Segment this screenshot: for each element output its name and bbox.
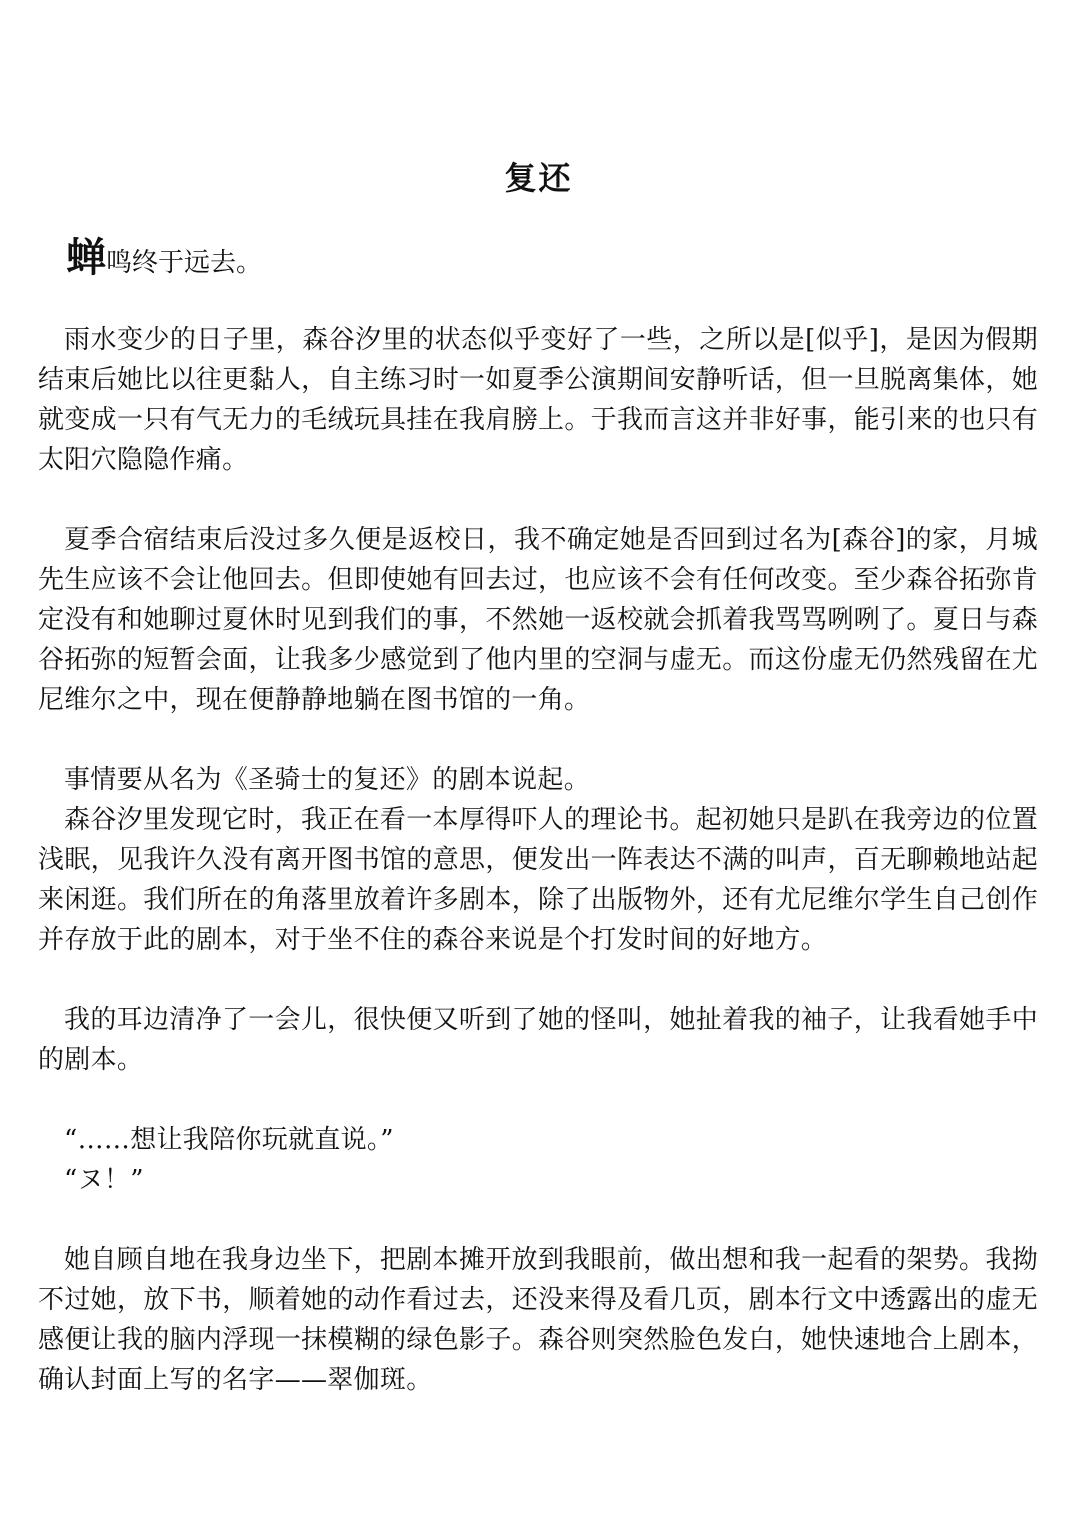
dialogue-line: “ヌ！” (64, 1165, 144, 1195)
paragraph-gap (38, 1080, 1038, 1120)
paragraph: 我的耳边清净了一会儿，很快便又听到了她的怪叫，她扯着我的袖子，让我看她手中的剧本。 (38, 1005, 1038, 1075)
paragraph: 夏季合宿结束后没过多久便是返校日，我不确定她是否回到过名为[森谷]的家，月城先生应该不会让他回去。但即使她有回去过，也应该不会有任何改变。至少森谷拓弥肯定没有和她聊过夏休时见到我们的事，不然她一返校就会抓着我骂骂咧咧了。夏日与森谷拓弥的短暂会面，让我多少感觉到了他内里的空洞与虚无。而这份虚无仍然残留在尤尼维尔之中，现在便静静地躺在图书馆的一角。 (38, 525, 1038, 715)
paragraph: 她自顾自地在我身边坐下，把剧本摊开放到我眼前，做出想和我一起看的架势。我拗不过她，放下书，顺着她的动作看过去，还没来得及看几页，剧本行文中透露出的虚无感便让我的脑内浮现一抹模糊的绿色影子。森谷则突然脸色发白，她快速地合上剧本，确认封面上写的名字——翠伽斑。 (38, 1245, 1038, 1395)
paragraph-gap (38, 720, 1038, 760)
opening-text: 鸣终于远去。 (106, 248, 263, 278)
chapter-title: 复还 (504, 159, 573, 197)
paragraph: 森谷汐里发现它时，我正在看一本厚得吓人的理论书。起初她只是趴在我旁边的位置浅眠，见我许久没有离开图书馆的意思，便发出一阵表达不满的叫声，百无聊赖地站起来闲逛。我们所在的角落里放着许多剧本，除了出版物外，还有尤尼维尔学生自己创作并存放于此的剧本，对于坐不住的森谷来说是个打发时间的好地方。 (38, 805, 1038, 955)
drop-cap: 蝉 (66, 234, 106, 281)
paragraph: 事情要从名为《圣骑士的复还》的剧本说起。 (64, 765, 591, 795)
paragraph: 雨水变少的日子里，森谷汐里的状态似乎变好了一些，之所以是[似乎]，是因为假期结束后她比以往更黏人，自主练习时一如夏季公演期间安静听话，但一旦脱离集体，她就变成一只有气无力的毛绒玩具挂在我肩膀上。于我而言这并非好事，能引来的也只有太阳穴隐隐作痛。 (38, 325, 1038, 475)
dialogue-line: “……想让我陪你玩就直说。” (64, 1125, 394, 1155)
opening-line (66, 232, 262, 289)
paragraph-gap (38, 480, 1038, 520)
body-text (38, 320, 1038, 1400)
paragraph-gap (38, 960, 1038, 1000)
paragraph-gap (38, 1200, 1038, 1240)
